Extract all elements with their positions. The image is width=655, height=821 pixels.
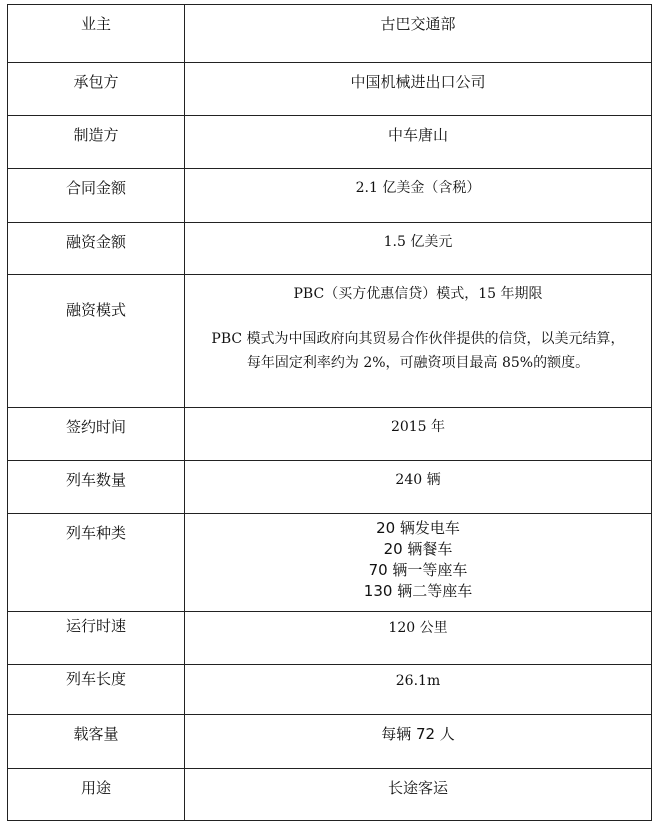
row-value: 每辆 72 人 [381,725,455,743]
row-value: 中国机械进出口公司 [350,73,486,91]
row-value-cell [185,461,652,514]
row-label-cell [8,612,185,665]
row-value-cell [185,275,652,408]
row-label-cell [8,769,185,821]
table-row [8,169,652,223]
row-label-cell [8,408,185,461]
row-value: 70 辆一等座车 [368,561,468,579]
row-label-cell [8,715,185,769]
table-row [8,461,652,514]
row-value: 古巴交通部 [380,15,456,33]
row-value: 长途客运 [387,779,448,797]
row-label-cell [8,63,185,116]
row-label: 签约时间 [65,418,126,436]
row-label: 融资金额 [65,233,126,251]
row-label: 列车长度 [65,670,126,688]
row-label: 制造方 [73,126,119,144]
table-row [8,514,652,612]
row-label-cell [8,275,185,408]
row-value: 每年固定利率约为 2%，可融资项目最高 85%的额度。 [246,355,590,371]
row-label-cell [8,665,185,715]
row-value: 1.5 亿美元 [383,234,453,250]
row-label-cell [8,461,185,514]
row-value-cell [185,63,652,116]
row-label: 列车种类 [65,524,126,542]
row-value: PBC 模式为中国政府向其贸易合作伙伴提供的信贷，以美元结算， [211,331,625,347]
row-label: 融资模式 [65,301,126,319]
row-label: 用途 [80,779,111,797]
table-row [8,769,652,821]
row-value-cell [185,169,652,223]
row-value: 130 辆二等座车 [363,582,473,600]
row-value-cell [185,116,652,169]
row-value-cell [185,715,652,769]
row-value: 中车唐山 [387,126,448,144]
row-value: 26.1m [395,673,441,689]
row-label: 运行时速 [65,617,126,635]
row-label-cell [8,116,185,169]
table-row [8,63,652,116]
row-label: 合同金额 [65,179,126,197]
row-label-cell [8,514,185,612]
row-label: 承包方 [73,73,119,91]
table-row [8,612,652,665]
row-value-cell [185,665,652,715]
row-value: 2.1 亿美金（含税） [355,180,481,196]
table-row [8,223,652,275]
table-row [8,408,652,461]
row-value: 2015 年 [390,419,446,435]
row-value-cell [185,612,652,665]
row-label-cell [8,223,185,275]
table-row [8,116,652,169]
row-value: 20 辆餐车 [383,540,453,558]
row-label: 载客量 [73,725,119,743]
row-value-cell [185,223,652,275]
row-value: 20 辆发电车 [376,519,460,537]
table-row [8,665,652,715]
row-value-cell [185,5,652,63]
row-value-cell [185,514,652,612]
row-label: 业主 [80,15,111,33]
row-label: 列车数量 [65,471,126,489]
row-value: 240 辆 [395,472,441,488]
row-value: PBC（买方优惠信贷）模式，15 年期限 [293,286,543,302]
table-row [8,715,652,769]
row-value: 120 公里 [388,620,448,636]
table-row [8,5,652,63]
project-info-table [7,4,652,821]
row-value-cell [185,408,652,461]
table-row [8,275,652,408]
row-label-cell [8,169,185,223]
row-label-cell [8,5,185,63]
row-value-cell [185,769,652,821]
